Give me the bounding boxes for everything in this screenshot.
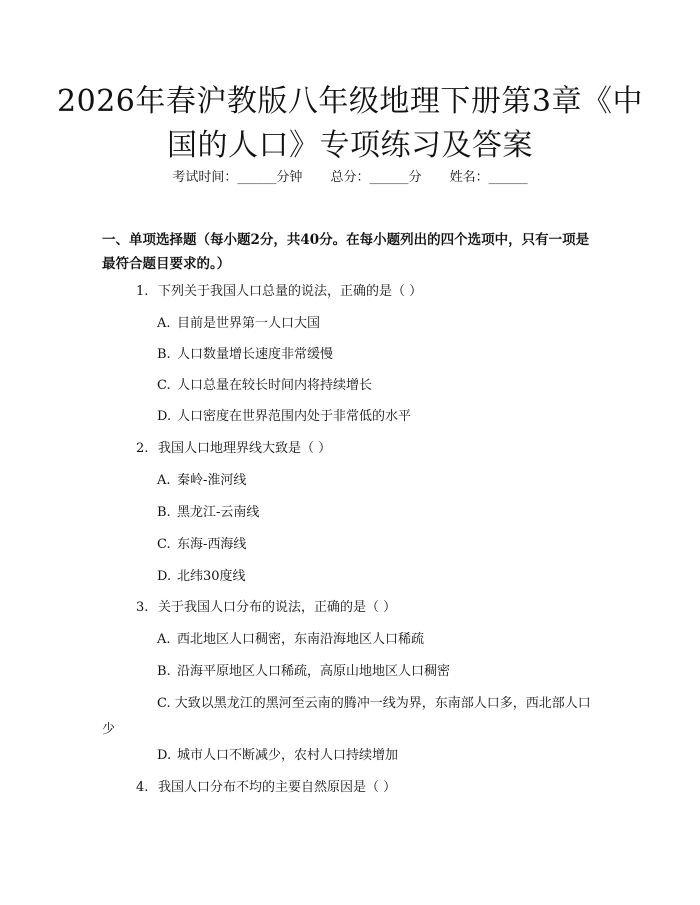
- question-text: 下列关于我国人口总量的说法，正确的是（ ）: [158, 284, 423, 299]
- option-2a: [157, 471, 607, 491]
- section-heading: 一、单项选择题（每小题2分，共40分。在每小题列出的四个选项中，只有一项是最符合题目要求的。）: [102, 232, 590, 272]
- option-text: 黑龙江-云南线: [177, 505, 260, 520]
- option-3b: [157, 662, 607, 682]
- option-text: 大致以黑龙江的黑河至云南的腾冲一线为界，东南部人口多，西北部人口少: [102, 696, 591, 737]
- title-line-1: 2026年春沪教版八年级地理下册第3章《中: [57, 84, 643, 119]
- option-text: 人口总量在较长时间内将持续增长: [177, 378, 373, 393]
- option-2d: [157, 567, 607, 587]
- question-text: 关于我国人口分布的说法，正确的是（ ）: [158, 600, 397, 615]
- question-number: 4.: [136, 780, 149, 795]
- question-number: 1.: [136, 284, 149, 299]
- option-2b: [157, 503, 607, 523]
- option-letter: B.: [157, 505, 171, 520]
- option-text: 秦岭-淮河线: [177, 473, 247, 488]
- option-letter: C.: [157, 696, 171, 711]
- exam-time: 考试时间：______分钟: [172, 170, 303, 185]
- option-letter: C.: [157, 537, 171, 552]
- option-1a: [157, 314, 607, 334]
- exam-score: 总分：______分: [330, 170, 422, 185]
- question-3: [136, 598, 606, 618]
- option-letter: D.: [157, 569, 172, 584]
- question-number: 3.: [136, 600, 149, 615]
- option-text: 人口数量增长速度非常缓慢: [177, 347, 334, 362]
- option-text: 城市人口不断减少，农村人口持续增加: [177, 748, 399, 763]
- option-letter: C.: [157, 378, 171, 393]
- option-1b: [157, 345, 607, 365]
- exam-info: [0, 168, 700, 188]
- option-letter: A.: [157, 473, 171, 488]
- option-letter: D.: [157, 748, 172, 763]
- option-text: 人口密度在世界范围内处于非常低的水平: [177, 409, 412, 424]
- option-3a: [157, 630, 607, 650]
- question-text: 我国人口分布不均的主要自然原因是（ ）: [158, 780, 397, 795]
- option-1c: [157, 376, 607, 396]
- option-3c: [102, 691, 602, 743]
- option-3d: [157, 746, 607, 766]
- option-letter: B.: [157, 347, 171, 362]
- option-letter: A.: [157, 632, 171, 647]
- option-text: 东海-西海线: [177, 537, 247, 552]
- option-letter: D.: [157, 409, 172, 424]
- question-4: [136, 778, 606, 798]
- question-2: [136, 439, 606, 459]
- option-letter: B.: [157, 664, 171, 679]
- document-title: [40, 80, 660, 168]
- option-text: 沿海平原地区人口稀疏，高原山地地区人口稠密: [177, 664, 451, 679]
- title-line-2: 国的人口》专项练习及答案: [167, 128, 533, 163]
- option-2c: [157, 535, 607, 555]
- option-letter: A.: [157, 316, 171, 331]
- question-1: [136, 282, 606, 302]
- question-text: 我国人口地理界线大致是（ ）: [158, 441, 332, 456]
- exam-name: 姓名：______: [449, 170, 528, 185]
- option-text: 目前是世界第一人口大国: [177, 316, 321, 331]
- option-text: 北纬30度线: [177, 569, 246, 584]
- option-text: 西北地区人口稠密，东南沿海地区人口稀疏: [177, 632, 425, 647]
- question-number: 2.: [136, 441, 149, 456]
- option-1d: [157, 407, 607, 427]
